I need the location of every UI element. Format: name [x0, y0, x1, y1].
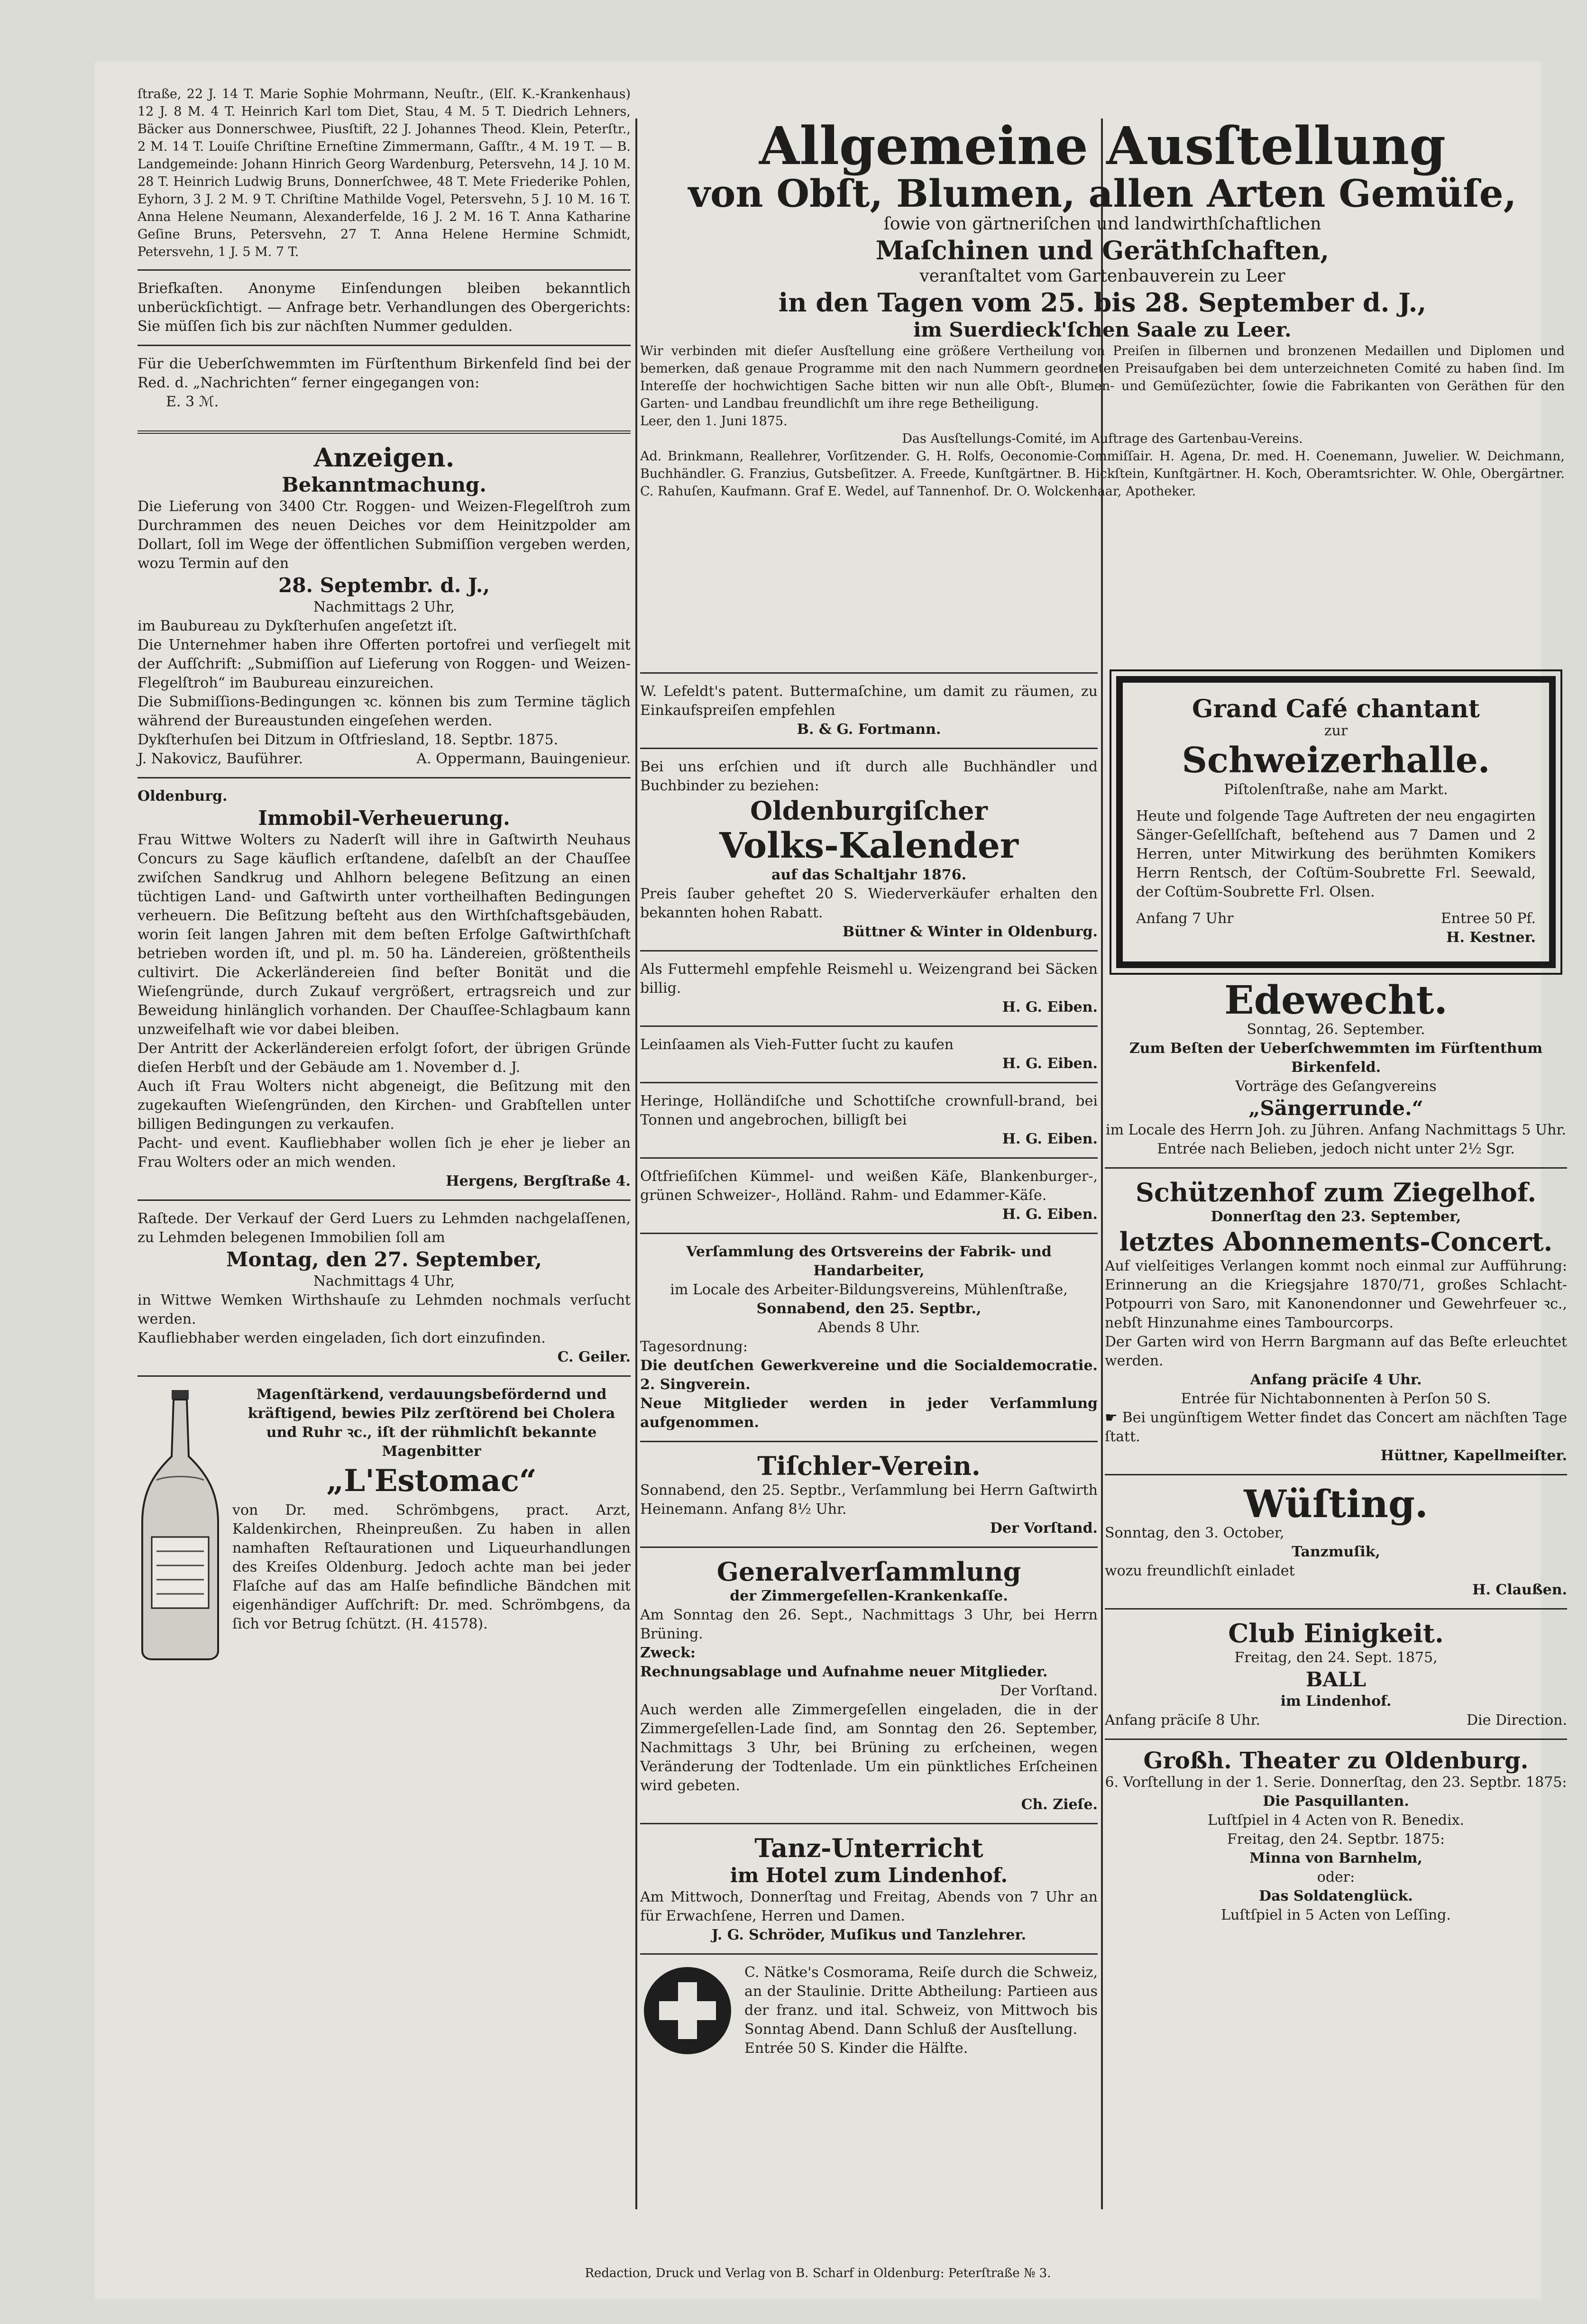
club-ball: BALL [1305, 1668, 1367, 1691]
divider [1105, 1167, 1567, 1169]
schuetzenhof-title: Schützenhof zum Ziegelhof. [1135, 1177, 1537, 1208]
tanz-signature: J. G. Schröder, Muſikus und Tanzlehrer. [711, 1927, 1027, 1943]
theater-oder: oder: [1317, 1869, 1355, 1885]
divider [1105, 1608, 1567, 1610]
butter-signature: B. & G. Fortmann. [797, 721, 941, 738]
immobil-place: Oldenburg. [138, 788, 228, 805]
divider [138, 1199, 631, 1201]
divider [640, 1953, 1098, 1955]
bottle-illustration-icon [138, 1385, 223, 1660]
estomac-intro: Magenſtärkend, verdauungsbefördernd und kräftigend, bewies Pilz zerſtörend bei Cholera und Ruhr ꝛc., iſt der rühmlichſt bekannte Magenbitter [248, 1386, 615, 1460]
versammlung-date: Sonnabend, den 25. Septbr., [756, 1300, 982, 1317]
club-title: Club Einigkeit. [1228, 1618, 1444, 1648]
generalversammlung-body: Am Sonntag den 26. Sept., Nachmittags 3 Uhr, bei Herrn Brüning. [640, 1607, 1098, 1642]
immobil-signature: Hergens, Bergſtraße 4. [446, 1173, 631, 1189]
flood-donation-amount: E. 3 ℳ. [166, 393, 219, 410]
divider [640, 672, 1098, 674]
divider [640, 1441, 1098, 1442]
cafe-title: Grand Café chantant [1192, 695, 1480, 723]
cafe-begin: Anfang 7 Uhr [1136, 910, 1234, 927]
eiben-ad-4: Oſtfrieſiſchen Kümmel- und weißen Käſe, Blankenburger-, grünen Schweizer-, Holländ. Rahm- und Edammer-Käſe. [640, 1168, 1098, 1204]
club-signature: Die Direction. [1466, 1712, 1567, 1729]
edewecht-choir: „Sängerrunde.“ [1248, 1097, 1423, 1120]
signature-left: J. Nakovicz, Bauführer. [138, 750, 303, 767]
edewecht-title: Edewecht. [1224, 978, 1448, 1023]
column-right [1105, 664, 1567, 1925]
rastede-date: Montag, den 27. September, [226, 1248, 542, 1271]
bekanntmachung-body-2: Die Unternehmer haben ihre Offerten portofrei und verſiegelt mit der Aufſchrift: „Submiſſion auf Lieferung von Roggen- und Weizen-Flegelſtroh“ im Baubureau einzureichen. [138, 637, 631, 691]
cosmorama-ad [640, 1963, 1098, 2058]
theater-play-1-desc: Luſtſpiel in 4 Acten von R. Benedix. [1207, 1812, 1465, 1829]
signature-right: A. Oppermann, Bauingenieur. [416, 750, 631, 767]
cosmorama-text [744, 1963, 1098, 2058]
schuetzenhof-concert: letztes Abonnements-Concert. [1119, 1226, 1553, 1257]
divider [640, 1233, 1098, 1234]
estomac-text [232, 1385, 631, 1660]
rastede-body: Raſtede. Der Verkauf der Gerd Luers zu Lehmden nachgelaſſenen, zu Lehmden belegenen Immobilien ſoll am [138, 1210, 631, 1246]
immobil-heading: Immobil-Verheuerung. [258, 806, 510, 830]
club-date: Freitag, den 24. Sept. 1875, [1234, 1649, 1438, 1666]
tanz-subtitle: im Hotel zum Lindenhof. [730, 1864, 1008, 1887]
divider [640, 748, 1098, 749]
generalversammlung-zweck: Rechnungsablage und Aufnahme neuer Mitglieder. [640, 1664, 1048, 1680]
schuetzenhof-signature: Hüttner, Kapellmeiſter. [1380, 1447, 1567, 1464]
eiben-ad-3: Heringe, Holländiſche und Schottiſche crownfull-brand, bei Tonnen und angebrochen, billigſt bei [640, 1093, 1098, 1128]
exhibition-title-5: veranſtaltet vom Gartenbauverein zu Leer [919, 266, 1285, 286]
rastede-body-2: in Wittwe Wemken Wirthshauſe zu Lehmden nochmals verſucht werden. [138, 1292, 631, 1327]
wuesting-title: Wüſting. [1244, 1482, 1428, 1526]
bekanntmachung-location: Dykſterhuſen bei Ditzum in Oſtfriesland, 18. Septbr. 1875. [138, 732, 559, 748]
tischler-signature: Der Vorſtand. [990, 1520, 1098, 1537]
generalversammlung-subtitle: der Zimmergeſellen-Krankenkaſſe. [730, 1588, 1008, 1604]
cosmorama-body: C. Nätke's Cosmorama, Reiſe durch die Schweiz, an der Staulinie. Dritte Abtheilung: Partieen aus der franz. und ital. Schweiz, von Mittwoch bis Sonntag Abend. Dann Schluß der Ausſtellung. [744, 1964, 1098, 2038]
exhibition-committee-names: Ad. Brinkmann, Reallehrer, Vorſitzender. G. H. Rolfs, Oeconomie-Commiſſair. H. Agena, Dr. med. H. Coenemann, Juwelier. W. Deichmann, Buchhändler. G. Franzius, Gutsbeſitzer. A. Freede, Kunſtgärtner. B. Hickſtein, Kunſtgärtner. H. Koch, Oberamtsrichter. W. Ohle, Obergärtner. C. Rahuſen, Kaufmann. Graf E. Wedel, auf Tannenhof. Dr. O. Wolckenhaar, Apotheker. [640, 449, 1565, 499]
kalender-signature: Büttner & Winter in Oldenburg. [842, 924, 1098, 940]
tischler-title: Tiſchler-Verein. [757, 1451, 981, 1481]
divider [640, 1025, 1098, 1027]
divider [138, 269, 631, 271]
estomac-body: von Dr. med. Schrömbgens, pract. Arzt, Kaldenkirchen, Rheinpreußen. Zu haben in allen namhaften Reſtaurationen und Liqueurhandlungen des Kreiſes Oldenburg. Jedoch achte man bei jeder Flaſche auf das am Halſe befindliche Bändchen mit eigenhändiger Aufſchrift: Dr. med. Schrömbgens, da ſich vor Betrug ſchützt. (H. 41578). [232, 1502, 631, 1632]
wuesting-date: Sonntag, den 3. October, [1105, 1525, 1284, 1541]
divider [640, 950, 1098, 952]
bekanntmachung-body-3: Die Submiſſions-Bedingungen ꝛc. können bis zum Termine täglich während der Bureaustunden eingeſehen werden. [138, 694, 631, 729]
schuetzenhof-price: Entrée für Nichtabonnenten à Perſon 50 S. [1181, 1391, 1491, 1407]
kalender-title-3: auf das Schaltjahr 1876. [771, 867, 967, 883]
column-left [138, 62, 631, 1660]
wuesting-signature: H. Claußen. [1472, 1582, 1567, 1598]
exhibition-dates: in den Tagen vom 25. bis 28. September d. J., [778, 287, 1427, 318]
death-notices: ſtraße, 22 J. 14 T. Marie Sophie Mohrmann, Neuſtr., (Elſ. K.-Krankenhaus) 12 J. 8 M. 4 T. Heinrich Karl tom Diet, Stau, 4 M. 5 T. Diedrich Lehners, Bäcker aus Donnerschwee, Piusſtift, 22 J. Johannes Theod. Klein, Peterſtr., 2 M. 14 T. Louiſe Chriſtine Erneſtine Zimmermann, Gaſſtr., 4 M. 19 T. — B. Landgemeinde: Johann Hinrich Georg Wardenburg, Petersvehn, 14 J. 10 M. 28 T. Heinrich Ludwig Bruns, Donnerſchwee, 48 T. Mete Friederike Pohlen, Eyhorn, 3 J. 2 M. 9 T. Chriſtine Mathilde Vogel, Petersvehn, 5 J. 10 M. 16 T. Anna Helene Neumann, Alexanderfelde, 16 J. 2 M. 16 T. Anna Katharine Geſine Bruns, Petersvehn, 27 T. Anna Helene Hermine Schmidt, Petersvehn, 1 J. 5 M. 7 T. [138, 87, 631, 259]
rastede-time: Nachmittags 4 Uhr, [313, 1273, 455, 1290]
cafe-signature: H. Kestner. [1446, 929, 1536, 946]
exhibition-title-2: von Obſt, Blumen, allen Arten Gemüſe, [688, 171, 1517, 216]
schuetzenhof-body-2: Der Garten wird von Herrn Bargmann auf das Beſte erleuchtet werden. [1105, 1334, 1567, 1369]
cafe-details [1136, 909, 1536, 928]
exhibition-banner [640, 62, 1587, 500]
kalender-title-2: Volks-Kalender [719, 825, 1018, 866]
newspaper-page [95, 62, 1567, 2299]
bekanntmachung-place: im Baubureau zu Dykſterhuſen angeſetzt iſt. [138, 618, 458, 634]
generalversammlung-body-2: Auch werden alle Zimmergeſellen eingeladen, die in der Zimmergeſellen-Lade ſind, am Sonntag den 26. September, Nachmittags 3 Uhr, bei Brüning zu erſcheinen, wegen Veränderung der Todtenlade. Um ein pünktliches Erſcheinen wird gebeten. [640, 1702, 1098, 1794]
edewecht-date: Sonntag, 26. September. [1247, 1021, 1425, 1038]
exhibition-title-1: Allgemeine Ausſtellung [759, 115, 1446, 176]
theater-play-2: Minna von Barnhelm, [1249, 1850, 1422, 1867]
schuetzenhof-weather-text: Bei ungünſtigem Wetter findet das Concert am nächſten Tage ſtatt. [1105, 1409, 1567, 1445]
divider [138, 777, 631, 778]
theater-date-2: Freitag, den 24. Septbr. 1875: [1227, 1831, 1445, 1848]
column-rule [635, 119, 637, 2209]
bekanntmachung-heading: Bekanntmachung. [282, 473, 486, 496]
theater-title: Großh. Theater zu Oldenburg. [1143, 1748, 1529, 1774]
swiss-cross-icon [640, 1963, 735, 2058]
kalender-intro: Bei uns erſchien und iſt durch alle Buchhändler und Buchbinder zu beziehen: [640, 759, 1098, 794]
eiben-signature: H. G. Eiben. [1002, 1055, 1098, 1072]
wuesting-event: Tanzmuſik, [1292, 1544, 1380, 1560]
theater-play-3-desc: Luſtſpiel in 5 Acten von Leſſing. [1221, 1907, 1451, 1923]
versammlung-agenda-1: Die deutſchen Gewerkvereine und die Socialdemocratie. 2. Singverein. [640, 1357, 1098, 1393]
eiben-signature: H. G. Eiben. [1002, 1206, 1098, 1223]
edewecht-entry: Entrée nach Belieben, jedoch nicht unter 2½ Sgr. [1157, 1141, 1515, 1157]
kalender-title-1: Oldenburgiſcher [750, 796, 988, 826]
exhibition-committee: Das Ausſtellungs-Comité, im Auftrage des Gartenbau-Vereins. [902, 431, 1303, 446]
briefkasten-notice: Briefkaſten. Anonyme Einſendungen bleiben bekanntlich unberückſichtigt. — Anfrage betr. Verhandlungen des Obergerichts: Sie müſſen ſich bis zur nächſten Nummer gedulden. [138, 280, 631, 335]
divider [138, 430, 631, 434]
eiben-ad-1: Als Futtermehl empfehle Reismehl u. Weizengrand bei Säcken billig. [640, 961, 1098, 997]
exhibition-venue: im Suerdieck'ſchen Saale zu Leer. [913, 318, 1292, 341]
bekanntmachung-date: 28. Septembr. d. J., [278, 574, 490, 597]
tischler-body: Sonnabend, den 25. Septbr., Verſammlung bei Herrn Gaſtwirth Heinemann. Anfang 8½ Uhr. [640, 1482, 1098, 1518]
wuesting-body: wozu freundlichſt einladet [1105, 1563, 1295, 1579]
immobil-body-3: Auch iſt Frau Wolters nicht abgeneigt, die Beſitzung mit den zugekauften Wieſengründen, den Kirchen- und Grabſtellen unter billigen Bedingungen zu verkaufen. [138, 1078, 631, 1133]
anzeigen-heading: Anzeigen. [313, 442, 455, 473]
schuetzenhof-body: Auf vielſeitiges Verlangen kommt noch einmal zur Aufführung: Erinnerung an die Kriegsjahre 1870/71, großes Schlacht-Potpourri von Saro, mit Kanonendonner und Gewehrfeuer ꝛc., nebſt Hinzunahme eines Tambourcorps. [1105, 1258, 1567, 1331]
divider [138, 1375, 631, 1377]
edewecht-subtitle-2: Vorträge des Geſangvereins [1235, 1078, 1437, 1095]
imprint-footer: Redaction, Druck und Verlag von B. Scharf in Oldenburg: Peterſtraße № 3. [585, 2266, 1051, 2280]
divider [1105, 1738, 1567, 1740]
tanz-title: Tanz-Unterricht [754, 1833, 983, 1863]
divider [640, 1082, 1098, 1083]
exhibition-date: Leer, den 1. Juni 1875. [640, 414, 788, 429]
eiben-signature: H. G. Eiben. [1002, 1131, 1098, 1147]
divider [138, 345, 631, 346]
estomac-name: „L'Estomac“ [326, 1463, 537, 1499]
tanz-body: Am Mittwoch, Donnerſtag und Freitag, Abends von 7 Uhr an für Erwachſene, Herren und Damen. [640, 1889, 1098, 1924]
club-details [1105, 1711, 1567, 1730]
schuetzenhof-date: Donnerſtag den 23. September, [1211, 1208, 1461, 1225]
generalversammlung-zweck-label: Zweck: [640, 1645, 696, 1661]
club-begin: Anfang präciſe 8 Uhr. [1105, 1712, 1261, 1729]
cosmorama-price: Entrée 50 S. Kinder die Hälfte. [744, 2040, 968, 2057]
versammlung-title: Verſammlung des Ortsvereins der Fabrik- und Handarbeiter, [686, 1244, 1052, 1279]
generalversammlung-title: Generalverſammlung [716, 1556, 1021, 1587]
versammlung-agenda-2: Neue Mitglieder werden in jeder Verſammlung aufgenommen. [640, 1395, 1098, 1431]
generalversammlung-signature: Ch. Zieſe. [1021, 1796, 1098, 1813]
pointing-hand-icon: ☛ [1105, 1409, 1122, 1426]
cafe-body: Heute und folgende Tage Auftreten der neu engagirten Sänger-Geſellſchaft, beſtehend aus 7 Damen und 2 Herren, unter Mitwirkung des berühmten Komikers Herrn Rentsch, der Coſtüm-Soubrette Frl. Seewald, der Coſtüm-Soubrette Frl. Olsen. [1136, 808, 1536, 900]
exhibition-title-4: Maſchinen und Geräthſchaften, [875, 235, 1330, 265]
theater-play-1: Die Pasquillanten. [1263, 1793, 1409, 1810]
cafe-ad-box [1116, 676, 1556, 968]
estomac-ad [138, 1385, 631, 1660]
schuetzenhof-begin: Anfang präciſe 4 Uhr. [1250, 1372, 1422, 1388]
cafe-name: Schweizerhalle. [1182, 740, 1490, 781]
theater-body: 6. Vorſtellung in der 1. Serie. Donnerſtag, den 23. Septbr. 1875: [1105, 1774, 1567, 1791]
butter-ad: W. Lefeldt's patent. Buttermaſchine, um damit zu räumen, zu Einkaufspreiſen empfehlen [640, 683, 1098, 719]
bekanntmachung-signatures [138, 750, 631, 769]
divider [1105, 1474, 1567, 1475]
flood-donation-notice: Für die Ueberſchwemmten im Fürſtenthum Birkenfeld ſind bei der Red. d. „Nachrichten“ ferner eingegangen von: [138, 356, 631, 391]
cafe-price: Entree 50 Pf. [1440, 910, 1536, 927]
versammlung-body: im Locale des Arbeiter-Bildungsvereins, Mühlenſtraße, [670, 1281, 1068, 1298]
generalversammlung-vorstand: Der Vorſtand. [1000, 1683, 1098, 1699]
column-middle [640, 664, 1098, 2058]
eiben-ad-2: Leinſaamen als Vieh-Futter ſucht zu kaufen [640, 1036, 954, 1053]
versammlung-agenda-label: Tagesordnung: [640, 1338, 748, 1355]
versammlung-time: Abends 8 Uhr. [817, 1319, 920, 1336]
exhibition-title-3: ſowie von gärtneriſchen und landwirthſchaftlichen [883, 214, 1321, 234]
club-venue: im Lindenhof. [1280, 1693, 1392, 1710]
divider [640, 1157, 1098, 1159]
theater-play-3: Das Soldatenglück. [1259, 1888, 1413, 1904]
immobil-body-2: Der Antritt der Ackerländereien erfolgt ſofort, der übrigen Gründe dieſen Herbſt und der Gebäude am 1. November d. J. [138, 1040, 631, 1076]
divider [640, 1823, 1098, 1824]
cafe-address: Piſtolenſtraße, nahe am Markt. [1224, 781, 1448, 798]
rastede-signature: C. Geiler. [557, 1349, 631, 1365]
schuetzenhof-weather [1105, 1409, 1567, 1446]
divider [640, 1546, 1098, 1548]
exhibition-body: Wir verbinden mit dieſer Ausſtellung eine größere Vertheilung von Preiſen in ſilbernen und bronzenen Medaillen und Diplomen und bemerken, daß genaue Programme mit den nach Nummern geordneten Preisaufgaben bei dem unterzeichneten Comité zu haben ſind. Im Intereſſe der hochwichtigen Sache bitten wir nun alle Obſt-, Blumen- und Gemüſezüchter, ſowie die Fabrikanten von Geräthen für den Garten- und Landbau freundlichſt um ihre rege Betheiligung. [640, 344, 1565, 411]
edewecht-body: im Locale des Herrn Joh. zu Jühren. Anfang Nachmittags 5 Uhr. [1105, 1122, 1567, 1138]
immobil-body: Frau Wittwe Wolters zu Naderſt will ihre in Gaſtwirth Neuhaus Concurs zu Sage käuflich erſtandene, daſelbſt an der Chauſſee zwiſchen Sandkrug und Ahlhorn belegene Beſitzung an einen tüchtigen Land- und Gaſtwirth unter vortheilhaften Bedingungen verheuern. Die Beſitzung beſteht aus den Wirthſchaftsgebäuden, worin ſeit langen Jahren mit dem beſten Erfolge Gaſtwirthſchaft betrieben worden iſt, und pl. m. 50 ha. Ländereien, größtentheils cultivirt. Die Ackerländereien ſind beſter Bonität und die Wieſengründe, durch Zukauf vergrößert, ertragsreich und zur Beweidung hinlänglich vorhanden. Der Chauſſee-Schlagbaum kann unzweifelhaft wie vor dabei bleiben. [138, 832, 631, 1038]
rastede-body-3: Kaufliebhaber werden eingeladen, ſich dort einzufinden. [138, 1330, 546, 1346]
bekanntmachung-body: Die Lieferung von 3400 Ctr. Roggen- und Weizen-Flegelſtroh zum Durchrammen des neuen Deiches vor dem Heinitzpolder am Dollart, ſoll im Wege der öffentlichen Submiſſion vergeben werden, wozu Termin auf den [138, 498, 631, 572]
edewecht-subtitle: Zum Beſten der Ueberſchwemmten im Fürſtenthum Birkenfeld. [1129, 1040, 1543, 1076]
cafe-zur: zur [1324, 723, 1348, 739]
immobil-body-4: Pacht- und event. Kaufliebhaber wollen ſich je eher je lieber an Frau Wolters oder an mich wenden. [138, 1135, 631, 1171]
eiben-signature: H. G. Eiben. [1002, 999, 1098, 1016]
bekanntmachung-time: Nachmittags 2 Uhr, [313, 599, 455, 615]
kalender-body: Preis ſauber geheftet 20 S. Wiederverkäufer erhalten den bekannten hohen Rabatt. [640, 886, 1098, 921]
